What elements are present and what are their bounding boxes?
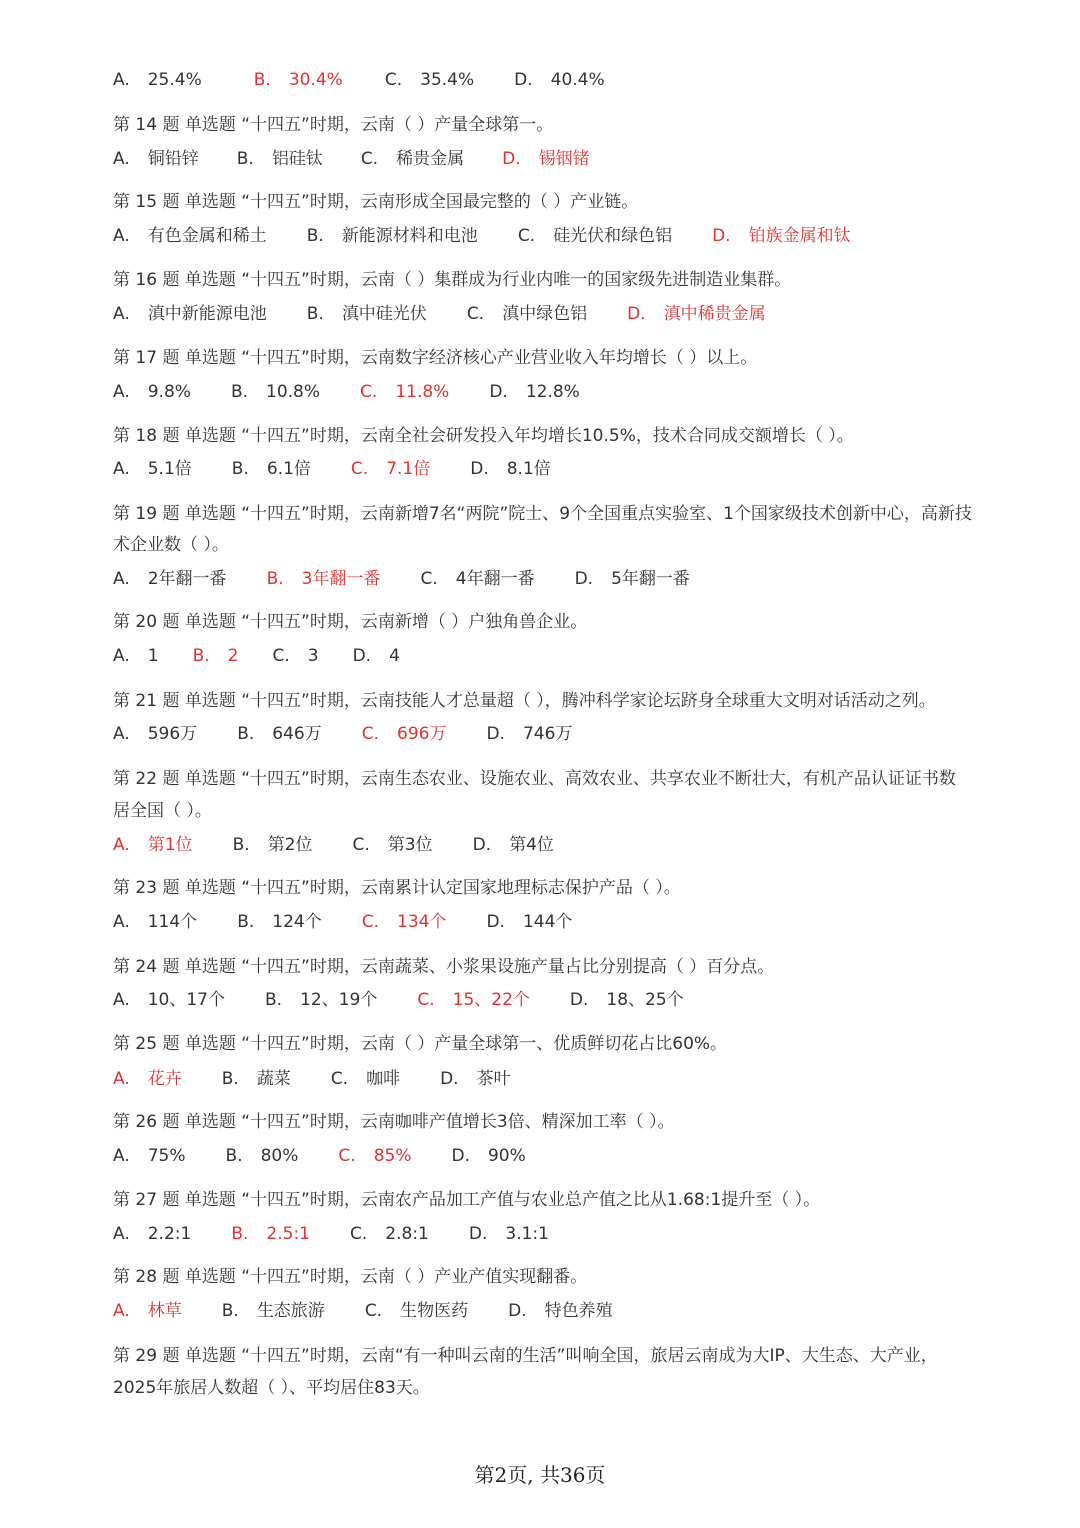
option	[113, 985, 225, 1015]
correct-option	[338, 1141, 411, 1171]
option-text: 7.1倍	[386, 459, 431, 479]
option-letter: B.	[253, 70, 271, 90]
question-text: 第 20 题 单选题 “十四五”时期，云南新增（ ）户独角兽企业。	[113, 612, 588, 632]
option-letter: C.	[364, 1301, 383, 1321]
option-letter: B.	[237, 912, 255, 932]
option-letter: A.	[113, 70, 130, 90]
option-text: 5年翻一番	[611, 569, 690, 589]
option	[470, 454, 551, 484]
question-text: 第 14 题 单选题 “十四五”时期，云南（ ）产量全球第一。	[113, 115, 554, 135]
option	[350, 1219, 429, 1249]
option-letter: D.	[486, 724, 505, 744]
option-text: 30.4%	[288, 70, 343, 90]
option-letter: D.	[472, 835, 492, 855]
options-row	[113, 1219, 1003, 1249]
options-row	[113, 719, 1003, 749]
option-text: 花卉	[147, 1069, 182, 1089]
option-letter: B.	[232, 835, 250, 855]
option-text: 第3位	[387, 835, 433, 855]
option-text: 124个	[272, 912, 322, 932]
question-text: 第 23 题 单选题 “十四五”时期，云南累计认定国家地理标志保护产品（ ）。	[113, 878, 681, 898]
options-row	[113, 985, 1003, 1015]
option-text: 第2位	[267, 835, 313, 855]
option-letter: A.	[113, 459, 130, 479]
correct-option	[362, 907, 447, 937]
option-letter: C.	[330, 1069, 349, 1089]
option	[232, 454, 311, 484]
option	[113, 564, 227, 594]
options-row	[113, 454, 1003, 484]
option	[467, 299, 587, 329]
option-text: 9.8%	[147, 382, 191, 402]
option	[113, 907, 197, 937]
option-letter: B.	[236, 149, 254, 169]
option	[113, 299, 267, 329]
option-text: 10.8%	[266, 382, 321, 402]
option-text: 11.8%	[395, 382, 450, 402]
option	[237, 719, 322, 749]
option-letter: A.	[113, 304, 130, 324]
option-text: 生态旅游	[256, 1301, 325, 1321]
correct-option	[362, 719, 447, 749]
option-letter: C.	[420, 569, 438, 589]
option-text: 2.2:1	[147, 1224, 192, 1244]
option	[353, 641, 400, 671]
option-text: 80%	[260, 1146, 299, 1166]
correct-option	[417, 985, 530, 1015]
option-text: 3年翻一番	[301, 569, 381, 589]
option-text: 12、19个	[300, 990, 378, 1010]
options-row	[113, 907, 1003, 937]
option-letter: D.	[514, 70, 533, 90]
option-text: 2	[227, 646, 239, 666]
question-text: 术企业数（ ）。	[113, 535, 229, 555]
option-text: 特色养殖	[544, 1301, 613, 1321]
option-letter: B.	[306, 226, 324, 246]
option	[113, 221, 267, 251]
option-letter: D.	[502, 149, 521, 169]
option-text: 硅光伏和绿色铝	[553, 226, 673, 246]
option-letter: A.	[113, 724, 130, 744]
correct-option	[712, 221, 851, 251]
option	[518, 221, 672, 251]
option	[233, 830, 313, 860]
option	[352, 830, 432, 860]
options-row	[113, 377, 1003, 407]
option-text: 有色金属和稀土	[147, 226, 267, 246]
option-text: 90%	[487, 1146, 526, 1166]
option-letter: B.	[230, 382, 249, 402]
option-text: 滇中稀贵金属	[663, 304, 766, 324]
option-text: 35.4%	[420, 70, 475, 90]
option-text: 15、22个	[452, 990, 530, 1010]
option-text: 696万	[397, 724, 447, 744]
option-letter: A.	[113, 149, 130, 169]
options-row	[113, 564, 1003, 594]
options-row	[113, 144, 1003, 174]
option-letter: C.	[360, 382, 378, 402]
option-text: 2.5:1	[266, 1224, 310, 1244]
option	[508, 1296, 613, 1326]
options-row	[113, 65, 1003, 95]
option-letter: A.	[113, 226, 130, 246]
question-text: 第 21 题 单选题 “十四五”时期，云南技能人才总量超（ ），腾冲科学家论坛跻身全球重大文明对话活动之列。	[113, 691, 936, 711]
option-text: 2.8:1	[385, 1224, 429, 1244]
option-text: 滇中绿色铝	[502, 304, 588, 324]
option-text: 滇中新能源电池	[147, 304, 267, 324]
option	[113, 1219, 191, 1249]
option	[113, 719, 197, 749]
option-letter: A.	[113, 646, 130, 666]
option-text: 铝硅钛	[271, 149, 323, 169]
option	[226, 1141, 299, 1171]
option-letter: A.	[113, 382, 130, 402]
option	[237, 144, 323, 174]
option-letter: C.	[466, 304, 485, 324]
option	[486, 719, 572, 749]
option-text: 3.1:1	[505, 1224, 549, 1244]
correct-option	[254, 65, 343, 95]
correct-option	[231, 1219, 310, 1249]
option-text: 3	[307, 646, 319, 666]
question-text: 2025年旅居人数超（ ）、平均居住83天。	[113, 1378, 430, 1398]
correct-option	[360, 377, 449, 407]
option-letter: C.	[384, 70, 403, 90]
option-letter: D.	[451, 1146, 470, 1166]
option-letter: B.	[221, 1301, 239, 1321]
option-text: 144个	[522, 912, 573, 932]
question-text: 第 22 题 单选题 “十四五”时期，云南生态农业、设施农业、高效农业、共享农业不断壮大，有机产品认证证书数	[113, 769, 956, 789]
question-text: 第 26 题 单选题 “十四五”时期，云南咖啡产值增长3倍、精深加工率（ ）。	[113, 1112, 675, 1132]
option-letter: B.	[231, 459, 249, 479]
option-letter: D.	[440, 1069, 459, 1089]
option-text: 18、25个	[606, 990, 684, 1010]
question-text: 第 24 题 单选题 “十四五”时期，云南蔬菜、小浆果设施产量占比分别提高（ ）百分点。	[113, 957, 775, 977]
option-text: 4年翻一番	[455, 569, 535, 589]
option-letter: D.	[574, 569, 594, 589]
correct-option	[502, 144, 590, 174]
option	[113, 144, 199, 174]
option-letter: B.	[192, 646, 210, 666]
option	[420, 564, 534, 594]
option-letter: B.	[266, 569, 284, 589]
option-text: 铂族金属和钛	[748, 226, 851, 246]
option-letter: C.	[350, 1224, 368, 1244]
option-text: 25.4%	[147, 70, 202, 90]
option-letter: D.	[508, 1301, 527, 1321]
option-letter: D.	[569, 990, 589, 1010]
option	[570, 985, 684, 1015]
option	[272, 641, 318, 671]
option-letter: C.	[417, 990, 435, 1010]
option	[469, 1219, 549, 1249]
question-text: 第 19 题 单选题 “十四五”时期，云南新增7名“两院”院士、9个全国重点实验室、1个国家级技术创新中心，高新技	[113, 504, 972, 524]
option	[489, 377, 580, 407]
option	[113, 641, 159, 671]
option-letter: C.	[360, 149, 379, 169]
option-letter: D.	[352, 646, 372, 666]
option-text: 746万	[522, 724, 573, 744]
option-letter: B.	[237, 724, 255, 744]
option-text: 第1位	[147, 835, 193, 855]
option-text: 8.1倍	[506, 459, 551, 479]
correct-option	[351, 454, 430, 484]
options-row	[113, 221, 1003, 251]
option-letter: A.	[113, 1301, 130, 1321]
question-text: 第 29 题 单选题 “十四五”时期，云南“有一种叫云南的生活”叫响全国，旅居云南成为大IP、大生态、大产业，	[113, 1346, 938, 1366]
correct-option	[113, 1296, 182, 1326]
option-text: 第4位	[509, 835, 554, 855]
option-text: 114个	[147, 912, 198, 932]
option-text: 75%	[147, 1146, 186, 1166]
option-text: 蔬菜	[256, 1069, 291, 1089]
option-letter: A.	[113, 912, 130, 932]
option-text: 10、17个	[147, 990, 225, 1010]
question-text: 第 25 题 单选题 “十四五”时期，云南（ ）产量全球第一、优质鲜切花占比60%。	[113, 1034, 728, 1054]
option-letter: C.	[272, 646, 290, 666]
options-row	[113, 299, 1003, 329]
option-text: 新能源材料和电池	[341, 226, 478, 246]
option-text: 596万	[147, 724, 198, 744]
question-text: 第 16 题 单选题 “十四五”时期，云南（ ）集群成为行业内唯一的国家级先进制造业集群。	[113, 270, 792, 290]
correct-option	[627, 299, 766, 329]
option-text: 铜铅锌	[147, 149, 199, 169]
option	[575, 564, 690, 594]
option	[385, 65, 474, 95]
option-letter: C.	[338, 1146, 356, 1166]
option-letter: A.	[113, 990, 130, 1010]
options-row	[113, 641, 1003, 671]
option-letter: A.	[113, 1146, 130, 1166]
option	[113, 454, 192, 484]
options-row	[113, 1064, 1003, 1094]
option-letter: C.	[352, 835, 370, 855]
option	[113, 65, 202, 95]
option-text: 2年翻一番	[147, 569, 227, 589]
option-text: 稀贵金属	[396, 149, 465, 169]
option-letter: B.	[265, 990, 283, 1010]
option	[473, 830, 554, 860]
options-row	[113, 830, 1003, 860]
option	[113, 1141, 186, 1171]
option	[514, 65, 605, 95]
option-letter: D.	[486, 912, 505, 932]
option-text: 林草	[147, 1301, 182, 1321]
question-text: 第 15 题 单选题 “十四五”时期，云南形成全国最完整的（ ）产业链。	[113, 192, 639, 212]
option-letter: D.	[470, 459, 489, 479]
option-text: 咖啡	[366, 1069, 401, 1089]
option	[231, 377, 320, 407]
option-letter: C.	[361, 912, 379, 932]
option-letter: D.	[468, 1224, 488, 1244]
option	[307, 299, 427, 329]
option-letter: B.	[231, 1224, 249, 1244]
option	[237, 907, 322, 937]
option	[365, 1296, 468, 1326]
options-row	[113, 1141, 1003, 1171]
options-row	[113, 1296, 1003, 1326]
option	[222, 1296, 325, 1326]
option	[440, 1064, 511, 1094]
option-text: 6.1倍	[266, 459, 311, 479]
correct-option	[113, 1064, 182, 1094]
option-letter: C.	[517, 226, 536, 246]
option	[265, 985, 377, 1015]
option-text: 40.4%	[550, 70, 605, 90]
option-letter: D.	[489, 382, 508, 402]
correct-option	[267, 564, 381, 594]
option-text: 646万	[272, 724, 322, 744]
option-text: 4	[389, 646, 400, 666]
option	[361, 144, 464, 174]
correct-option	[113, 830, 193, 860]
option	[451, 1141, 525, 1171]
option-text: 茶叶	[476, 1069, 511, 1089]
question-text: 第 18 题 单选题 “十四五”时期，云南全社会研发投入年均增长10.5%，技术合同成交额增长（ ）。	[113, 426, 854, 446]
option-letter: C.	[350, 459, 369, 479]
option	[486, 907, 572, 937]
option-letter: A.	[113, 1224, 130, 1244]
option-text: 85%	[373, 1146, 412, 1166]
question-text: 第 27 题 单选题 “十四五”时期，云南农产品加工产值与农业总产值之比从1.68:1提升至（ ）。	[113, 1190, 821, 1210]
option-letter: B.	[306, 304, 324, 324]
option	[331, 1064, 400, 1094]
option-text: 锡铟锗	[538, 149, 590, 169]
option	[307, 221, 478, 251]
option-text: 5.1倍	[147, 459, 192, 479]
option-letter: B.	[225, 1146, 243, 1166]
option-letter: C.	[361, 724, 379, 744]
option	[113, 377, 191, 407]
question-text: 居全国（ ）。	[113, 801, 212, 821]
option-letter: A.	[113, 835, 130, 855]
option-letter: A.	[113, 1069, 130, 1089]
option-text: 1	[147, 646, 159, 666]
option	[222, 1064, 291, 1094]
option-letter: B.	[221, 1069, 239, 1089]
option-text: 12.8%	[525, 382, 580, 402]
option-text: 滇中硅光伏	[341, 304, 427, 324]
page-footer: 第2页, 共36页	[474, 1463, 606, 1487]
option-letter: D.	[627, 304, 646, 324]
option-letter: A.	[113, 569, 130, 589]
question-text: 第 17 题 单选题 “十四五”时期，云南数字经济核心产业营业收入年均增长（ ）以上。	[113, 348, 758, 368]
option-text: 134个	[397, 912, 447, 932]
option-text: 生物医药	[400, 1301, 469, 1321]
question-text: 第 28 题 单选题 “十四五”时期，云南（ ）产业产值实现翻番。	[113, 1267, 588, 1287]
correct-option	[193, 641, 239, 671]
option-letter: D.	[712, 226, 731, 246]
